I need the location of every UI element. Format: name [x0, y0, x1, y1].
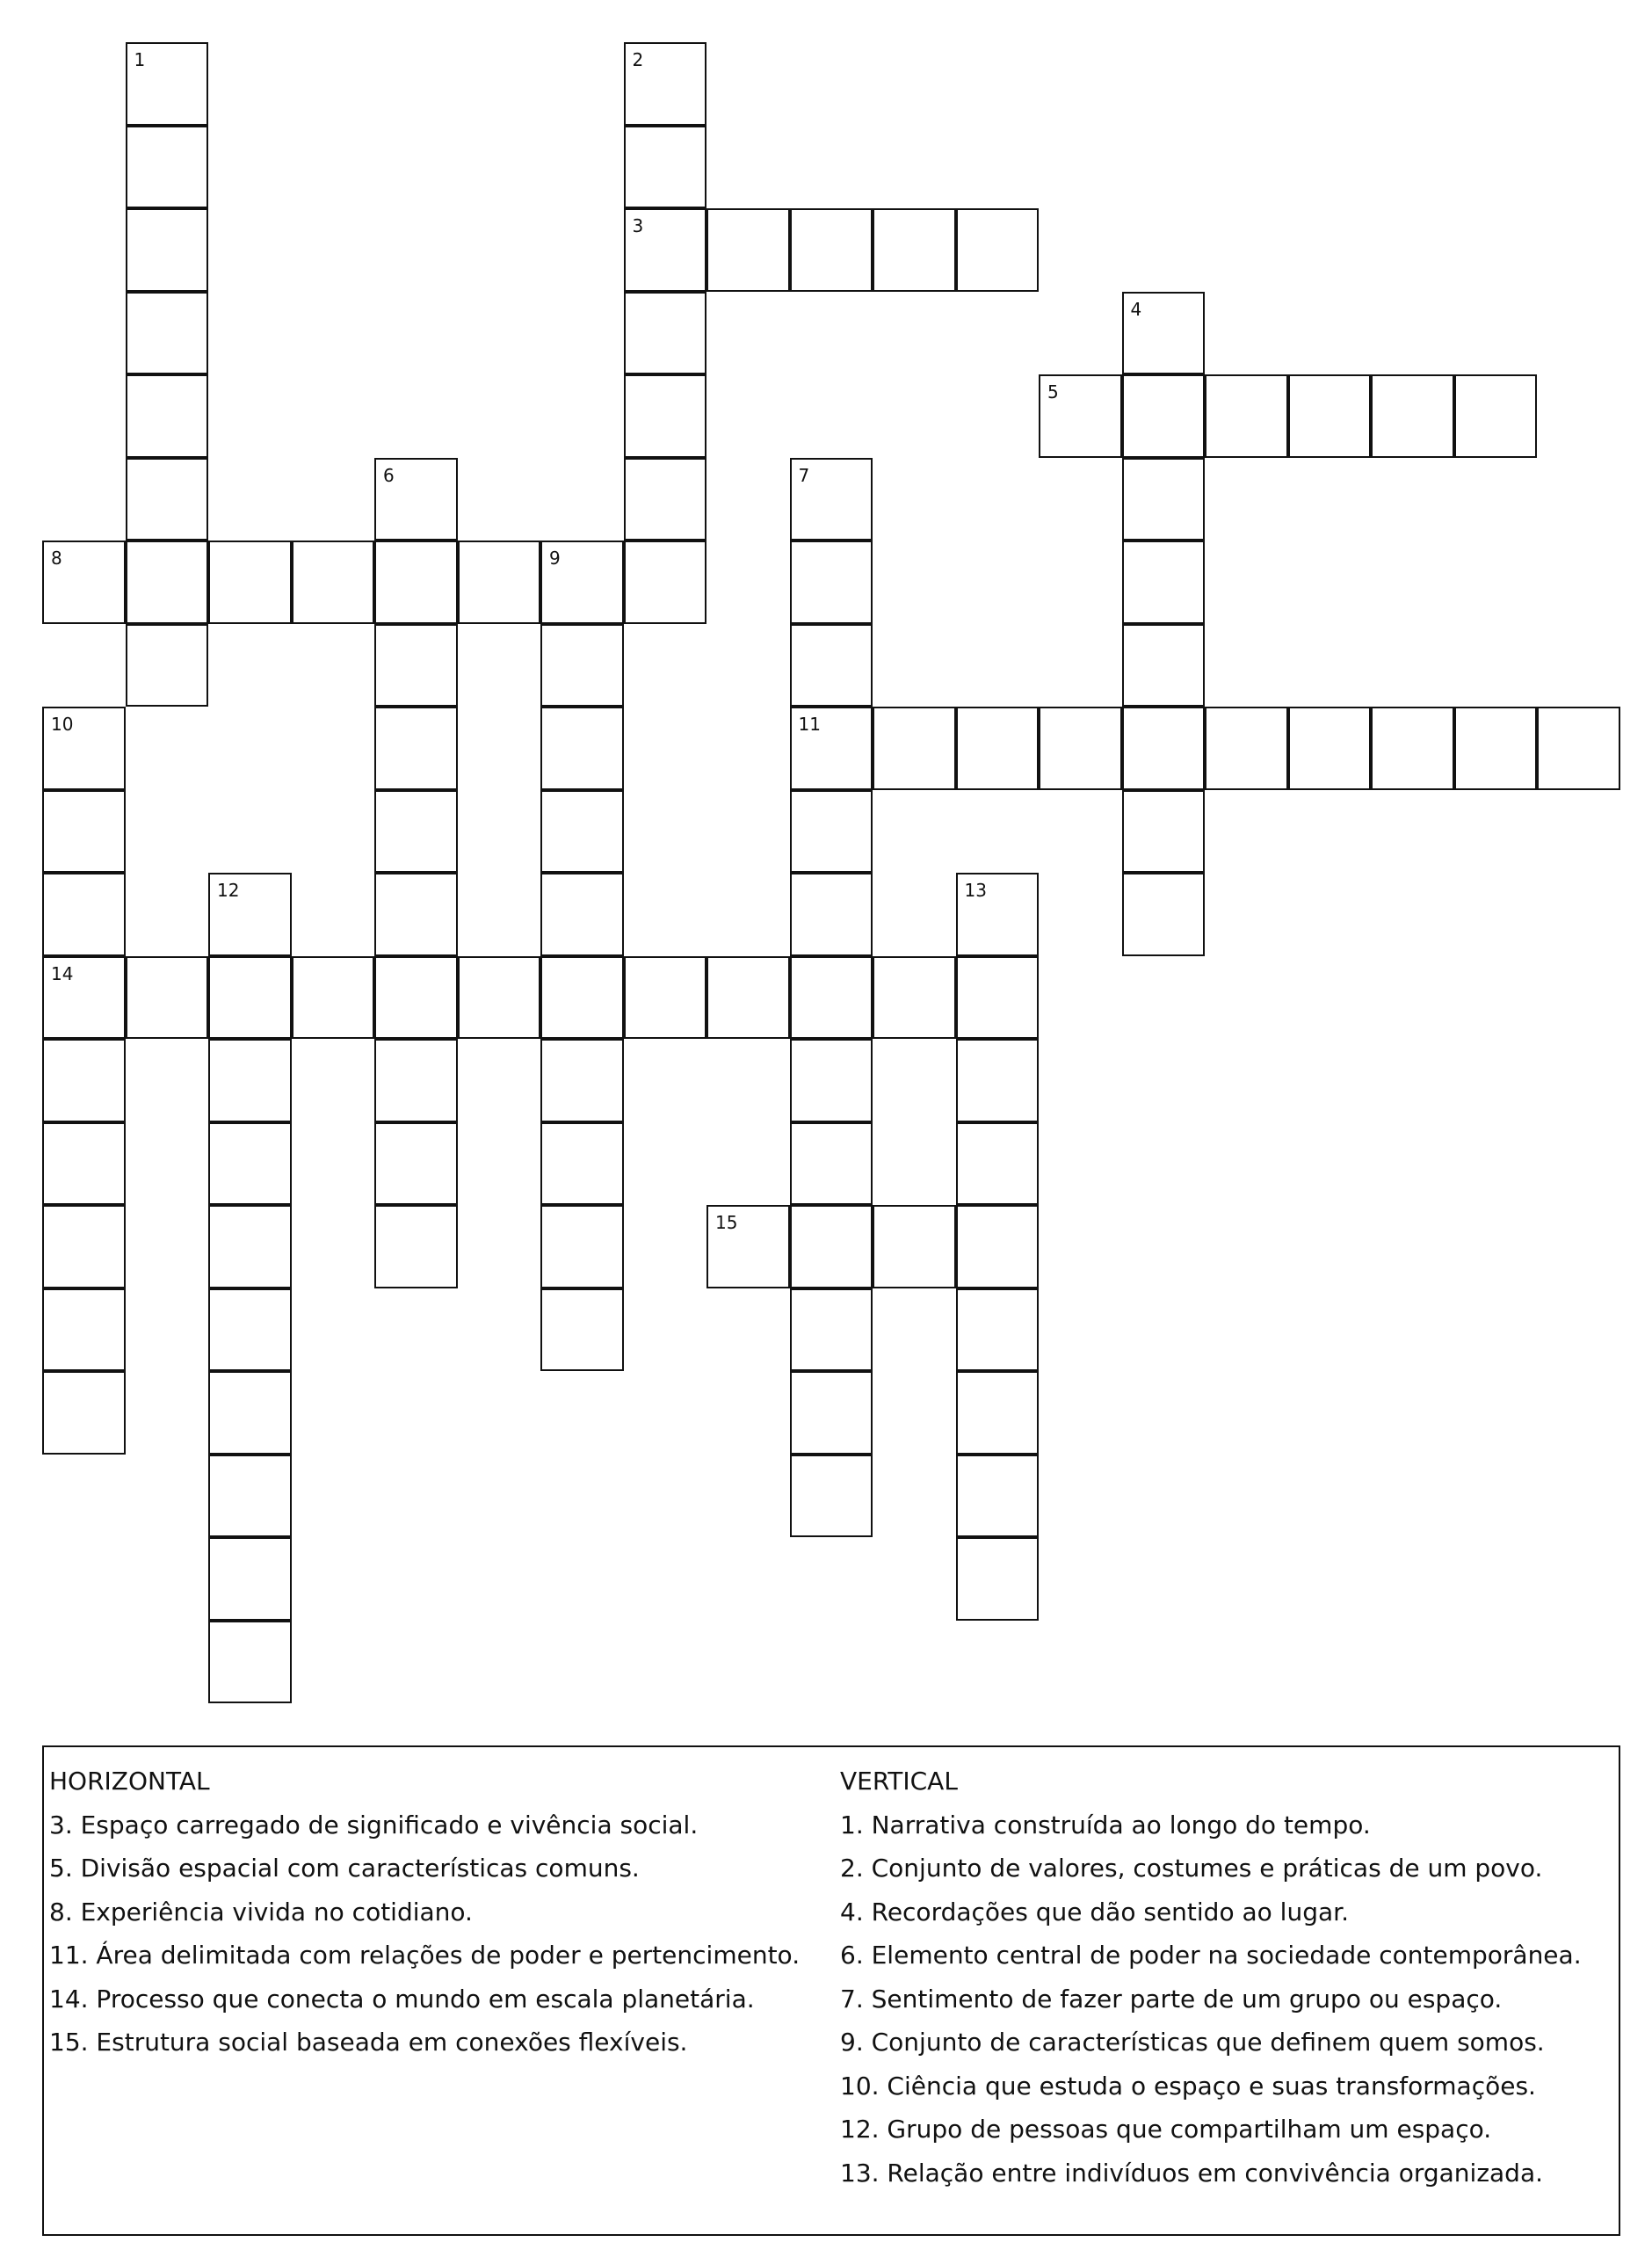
- clue-down-10: 10. Ciência que estuda o espaço e suas transformações.: [840, 2071, 1536, 2101]
- grid-cell[interactable]: [374, 624, 458, 708]
- grid-cell[interactable]: [706, 1205, 790, 1288]
- grid-cell[interactable]: [790, 1205, 873, 1288]
- grid-cell[interactable]: [208, 1205, 292, 1288]
- grid-cell[interactable]: [42, 1288, 126, 1372]
- grid-cell[interactable]: [42, 707, 126, 790]
- clue-number: 11: [798, 714, 821, 735]
- clue-number: 2: [632, 49, 644, 70]
- grid-cell[interactable]: [208, 956, 292, 1040]
- grid-cell[interactable]: [1122, 458, 1206, 541]
- clue-number: 10: [51, 714, 74, 735]
- grid-cell[interactable]: [1454, 374, 1538, 458]
- clues-box: [42, 1745, 1620, 2236]
- grid-cell[interactable]: [790, 208, 873, 292]
- grid-cell[interactable]: [1039, 707, 1122, 790]
- grid-cell[interactable]: [208, 1621, 292, 1704]
- grid-cell[interactable]: [208, 1122, 292, 1206]
- grid-cell[interactable]: [540, 624, 624, 708]
- grid-cell[interactable]: [374, 1205, 458, 1288]
- grid-cell[interactable]: [540, 1122, 624, 1206]
- clue-down-2: 2. Conjunto de valores, costumes e práticas de um povo.: [840, 1854, 1543, 1883]
- clue-number: 8: [51, 548, 62, 569]
- grid-cell[interactable]: [540, 956, 624, 1040]
- grid-cell[interactable]: [624, 541, 707, 624]
- clue-down-1: 1. Narrativa construída ao longo do tempo.: [840, 1810, 1371, 1840]
- grid-cell[interactable]: [126, 126, 209, 209]
- grid-cell[interactable]: [540, 790, 624, 874]
- grid-cell[interactable]: [540, 1039, 624, 1122]
- clue-number: 9: [549, 548, 561, 569]
- grid-cell[interactable]: [42, 956, 126, 1040]
- grid-cell[interactable]: [1122, 292, 1206, 375]
- grid-cell[interactable]: [208, 1039, 292, 1122]
- grid-cell[interactable]: [374, 458, 458, 541]
- grid-cell[interactable]: [873, 1205, 956, 1288]
- grid-cell[interactable]: [1122, 873, 1206, 956]
- grid-cell[interactable]: [956, 1537, 1040, 1621]
- clue-down-6: 6. Elemento central de poder na sociedade contemporânea.: [840, 1941, 1582, 1970]
- grid-cell[interactable]: [374, 541, 458, 624]
- clue-number: 12: [217, 880, 240, 901]
- grid-cell[interactable]: [208, 1288, 292, 1372]
- grid-cell[interactable]: [42, 1039, 126, 1122]
- clue-across-15: 15. Estrutura social baseada em conexões flexíveis.: [49, 2028, 688, 2057]
- grid-cell[interactable]: [1371, 707, 1454, 790]
- grid-cell[interactable]: [790, 873, 873, 956]
- clue-number: 4: [1130, 298, 1142, 320]
- clue-down-4: 4. Recordações que dão sentido ao lugar.: [840, 1897, 1349, 1927]
- grid-cell[interactable]: [1122, 790, 1206, 874]
- grid-cell[interactable]: [790, 1288, 873, 1372]
- grid-cell[interactable]: [790, 707, 873, 790]
- grid-cell[interactable]: [956, 208, 1040, 292]
- grid-cell[interactable]: [706, 208, 790, 292]
- grid-cell[interactable]: [208, 541, 292, 624]
- grid-cell[interactable]: [790, 1371, 873, 1455]
- grid-cell[interactable]: [873, 208, 956, 292]
- grid-cell[interactable]: [956, 1122, 1040, 1206]
- grid-cell[interactable]: [208, 1537, 292, 1621]
- grid-cell[interactable]: [1122, 374, 1206, 458]
- grid-cell[interactable]: [374, 1039, 458, 1122]
- grid-cell[interactable]: [374, 790, 458, 874]
- grid-cell[interactable]: [1122, 541, 1206, 624]
- grid-cell[interactable]: [790, 790, 873, 874]
- clue-number: 13: [964, 880, 987, 901]
- vertical-clues: [840, 1760, 1582, 2195]
- grid-cell[interactable]: [1537, 707, 1620, 790]
- grid-cell[interactable]: [1288, 707, 1372, 790]
- grid-cell[interactable]: [956, 1371, 1040, 1455]
- grid-cell[interactable]: [790, 1039, 873, 1122]
- grid-cell[interactable]: [624, 292, 707, 375]
- clue-across-5: 5. Divisão espacial com características comuns.: [49, 1854, 640, 1883]
- grid-cell[interactable]: [624, 42, 707, 126]
- grid-cell[interactable]: [790, 624, 873, 708]
- grid-cell[interactable]: [126, 208, 209, 292]
- vertical-title: VERTICAL: [840, 1767, 958, 1796]
- grid-cell[interactable]: [1122, 624, 1206, 708]
- grid-cell[interactable]: [292, 956, 375, 1040]
- grid-cell[interactable]: [790, 1455, 873, 1538]
- clue-down-12: 12. Grupo de pessoas que compartilham um espaço.: [840, 2115, 1492, 2144]
- grid-cell[interactable]: [956, 1288, 1040, 1372]
- grid-cell[interactable]: [1205, 374, 1288, 458]
- grid-cell[interactable]: [126, 541, 209, 624]
- grid-cell[interactable]: [790, 541, 873, 624]
- clue-across-8: 8. Experiência vivida no cotidiano.: [49, 1897, 473, 1927]
- grid-cell[interactable]: [1454, 707, 1538, 790]
- grid-cell[interactable]: [42, 1122, 126, 1206]
- grid-cell[interactable]: [956, 707, 1040, 790]
- grid-cell[interactable]: [624, 208, 707, 292]
- grid-cell[interactable]: [624, 458, 707, 541]
- grid-cell[interactable]: [374, 873, 458, 956]
- grid-cell[interactable]: [126, 624, 209, 708]
- grid-cell[interactable]: [790, 956, 873, 1040]
- grid-cell[interactable]: [374, 956, 458, 1040]
- clue-number: 6: [383, 464, 395, 486]
- grid-cell[interactable]: [458, 956, 541, 1040]
- grid-cell[interactable]: [624, 374, 707, 458]
- grid-cell[interactable]: [292, 541, 375, 624]
- clue-down-13: 13. Relação entre indivíduos em convivência organizada.: [840, 2158, 1544, 2188]
- clue-number: 1: [134, 49, 146, 70]
- clue-across-3: 3. Espaço carregado de significado e vivência social.: [49, 1810, 699, 1840]
- grid-cell[interactable]: [374, 1122, 458, 1206]
- grid-cell[interactable]: [126, 956, 209, 1040]
- grid-cell[interactable]: [956, 1039, 1040, 1122]
- grid-cell[interactable]: [873, 956, 956, 1040]
- horizontal-clues: [49, 1760, 800, 2064]
- grid-cell[interactable]: [208, 873, 292, 956]
- clue-number: 3: [632, 215, 644, 236]
- clue-number: 5: [1047, 381, 1059, 403]
- grid-cell[interactable]: [956, 956, 1040, 1040]
- grid-cell[interactable]: [126, 292, 209, 375]
- grid-cell[interactable]: [540, 1288, 624, 1372]
- grid-cell[interactable]: [1371, 374, 1454, 458]
- grid-cell[interactable]: [1039, 374, 1122, 458]
- grid-cell[interactable]: [790, 458, 873, 541]
- clue-across-11: 11. Área delimitada com relações de poder e pertencimento.: [49, 1941, 801, 1970]
- grid-cell[interactable]: [42, 873, 126, 956]
- grid-cell[interactable]: [1122, 707, 1206, 790]
- grid-cell[interactable]: [42, 790, 126, 874]
- clue-down-9: 9. Conjunto de características que definem quem somos.: [840, 2028, 1545, 2057]
- grid-cell[interactable]: [42, 1205, 126, 1288]
- clue-down-7: 7. Sentimento de fazer parte de um grupo ou espaço.: [840, 1984, 1503, 2014]
- grid-cell[interactable]: [540, 873, 624, 956]
- grid-cell[interactable]: [956, 1455, 1040, 1538]
- grid-cell[interactable]: [42, 1371, 126, 1455]
- grid-cell[interactable]: [126, 42, 209, 126]
- grid-cell[interactable]: [624, 956, 707, 1040]
- grid-cell[interactable]: [126, 458, 209, 541]
- grid-cell[interactable]: [540, 1205, 624, 1288]
- grid-cell[interactable]: [624, 126, 707, 209]
- grid-cell[interactable]: [540, 707, 624, 790]
- clue-across-14: 14. Processo que conecta o mundo em escala planetária.: [49, 1984, 755, 2014]
- grid-cell[interactable]: [706, 956, 790, 1040]
- grid-cell[interactable]: [956, 1205, 1040, 1288]
- grid-cell[interactable]: [126, 374, 209, 458]
- grid-cell[interactable]: [208, 1371, 292, 1455]
- clue-number: 7: [798, 464, 810, 486]
- grid-cell[interactable]: [540, 541, 624, 624]
- grid-cell[interactable]: [374, 707, 458, 790]
- grid-cell[interactable]: [790, 1122, 873, 1206]
- grid-cell[interactable]: [458, 541, 541, 624]
- grid-cell[interactable]: [873, 707, 956, 790]
- clue-number: 14: [51, 962, 74, 984]
- clue-number: 15: [715, 1212, 738, 1233]
- grid-cell[interactable]: [956, 873, 1040, 956]
- grid-cell[interactable]: [42, 541, 126, 624]
- grid-cell[interactable]: [1205, 707, 1288, 790]
- horizontal-title: HORIZONTAL: [49, 1767, 210, 1796]
- grid-cell[interactable]: [1288, 374, 1372, 458]
- grid-cell[interactable]: [208, 1455, 292, 1538]
